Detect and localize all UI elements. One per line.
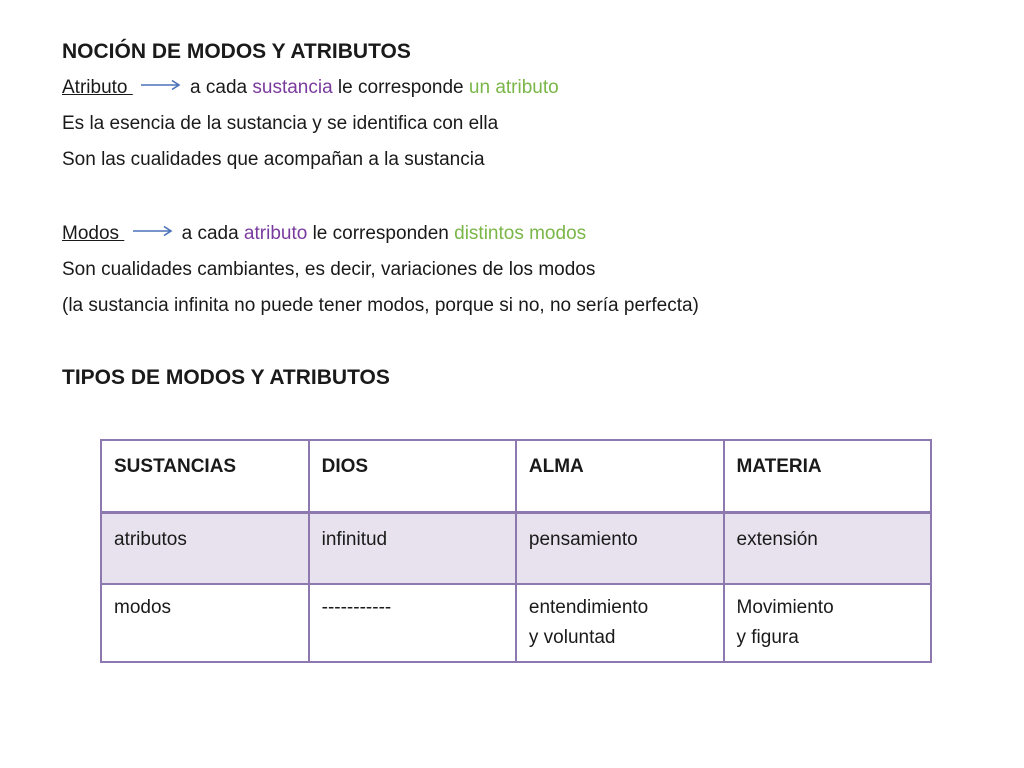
modos-highlight-distintos-modos: distintos modos (454, 223, 587, 245)
modos-highlight-atributo: atributo (243, 223, 308, 245)
table-cell: ----------- (309, 584, 516, 662)
slide-content (62, 34, 962, 396)
modos-term: Modos (62, 223, 125, 245)
table-cell: extensión (724, 512, 932, 584)
atributo-highlight-sustancia: sustancia (252, 77, 333, 99)
tipos-table (100, 439, 932, 663)
table-header-row (101, 440, 931, 512)
table-cell: pensamiento (516, 512, 724, 584)
atributo-term: Atributo (62, 77, 133, 99)
table-cell-line: Movimiento (736, 597, 834, 618)
right-arrow-icon (132, 214, 174, 250)
table-cell: atributos (101, 512, 309, 584)
table-cell (516, 584, 724, 662)
table-cell: modos (101, 584, 309, 662)
atributo-line-2: Son las cualidades que acompañan a la sustancia (62, 149, 485, 171)
modos-text-2: le corresponden (307, 223, 455, 245)
atributo-line-1: Es la esencia de la sustancia y se identifica con ella (62, 113, 499, 135)
table-cell-line: entendimiento (528, 597, 649, 618)
modos-text-1: a cada (181, 223, 244, 245)
table-header-cell: ALMA (516, 440, 724, 512)
modos-line-2: (la sustancia infinita no puede tener modos, porque si no, no sería perfecta) (62, 295, 699, 317)
table-header-cell: MATERIA (724, 440, 932, 512)
table-header-cell: DIOS (309, 440, 516, 512)
atributo-text-2: le corresponde (332, 77, 469, 99)
atributo-text-1: a cada (190, 77, 253, 99)
table-cell-line: y figura (736, 627, 799, 648)
atributo-highlight-un-atributo: un atributo (468, 77, 559, 99)
table-row-modos (101, 584, 931, 662)
heading-tipos: TIPOS DE MODOS Y ATRIBUTOS (62, 366, 390, 390)
table-header-cell: SUSTANCIAS (101, 440, 309, 512)
modos-line-1: Son cualidades cambiantes, es decir, variaciones de los modos (62, 259, 596, 281)
atributo-definition (62, 70, 962, 106)
modos-definition (62, 216, 962, 252)
table-row-atributos (101, 512, 931, 584)
right-arrow-icon (140, 68, 182, 104)
table-cell-line: y voluntad (528, 627, 616, 648)
table-cell: infinitud (309, 512, 516, 584)
table-cell (724, 584, 932, 662)
heading-nocion: NOCIÓN DE MODOS Y ATRIBUTOS (62, 40, 411, 63)
